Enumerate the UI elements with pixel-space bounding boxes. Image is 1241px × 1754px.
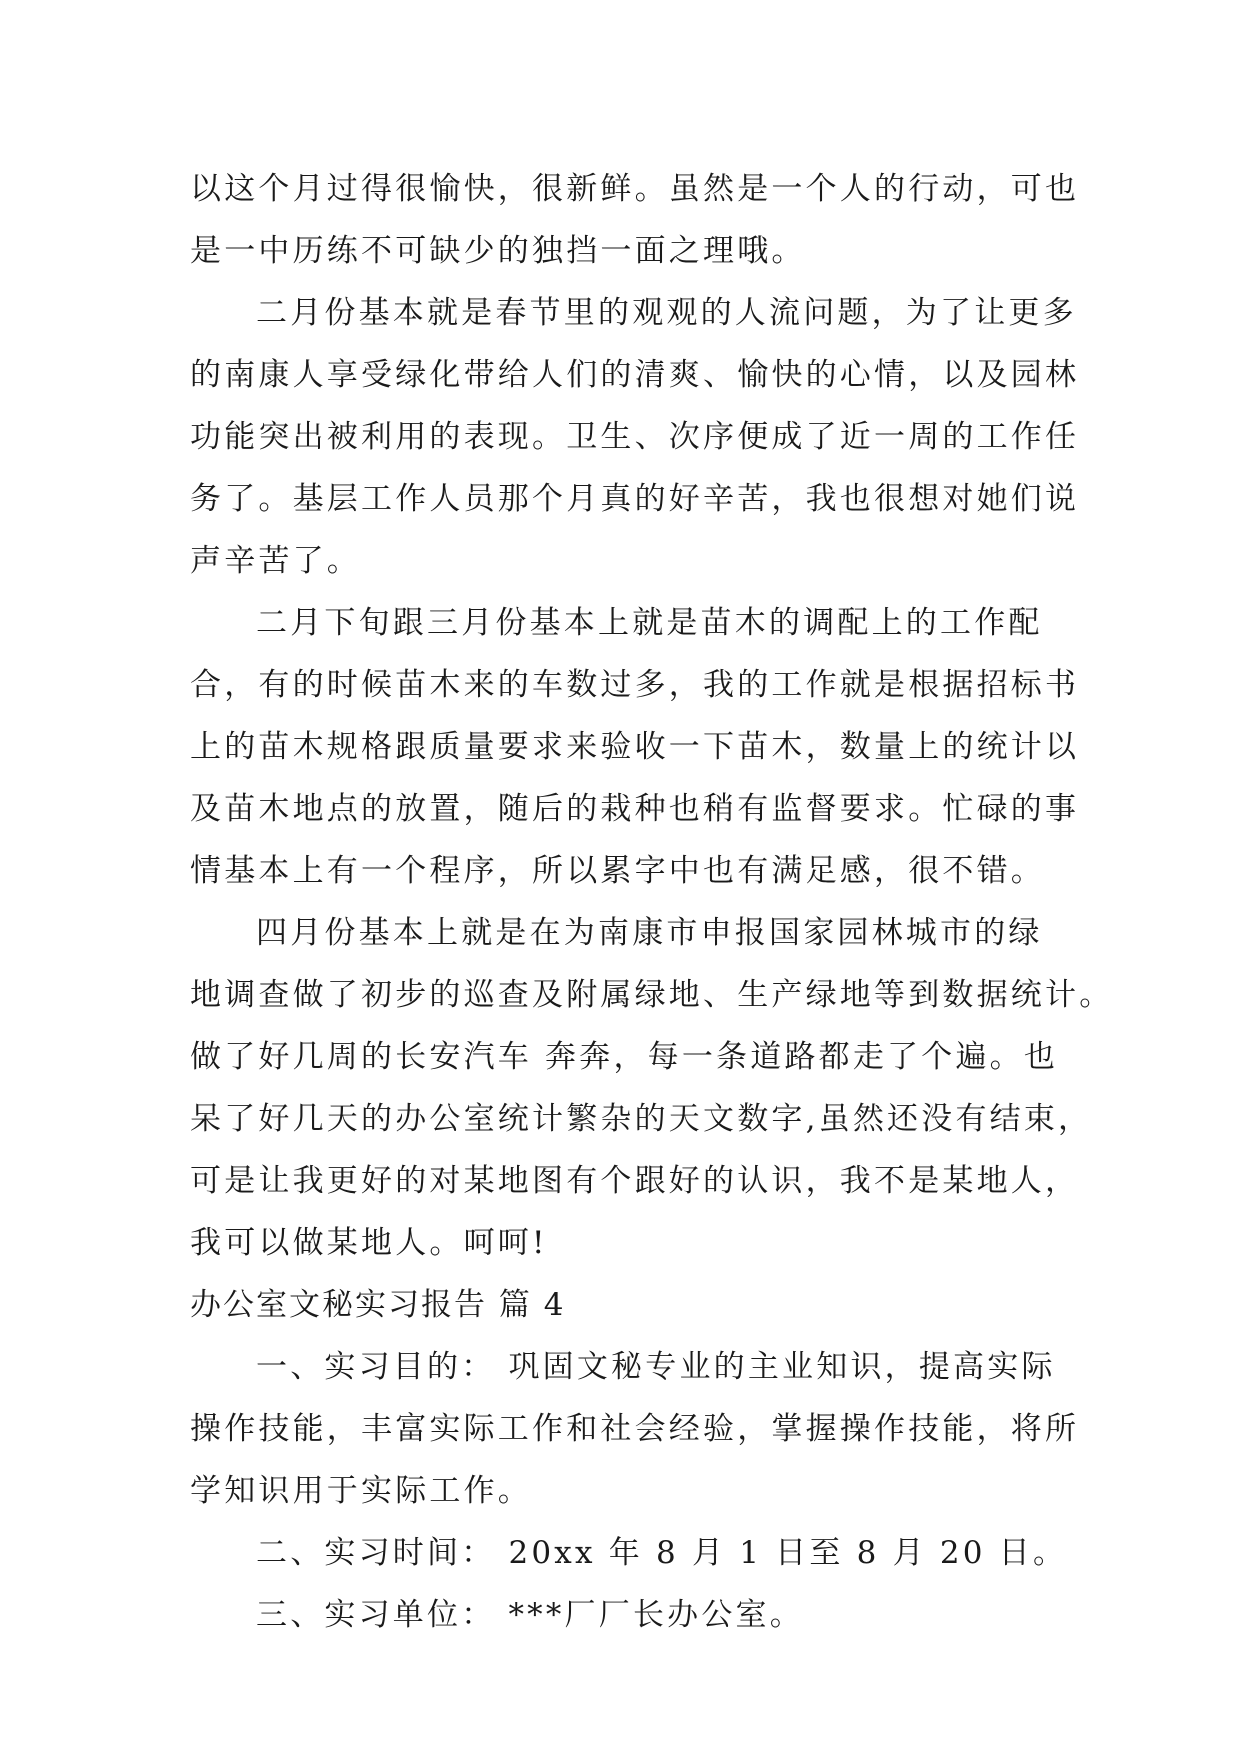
paragraph-line: 情基本上有一个程序，所以累字中也有满足感，很不错。 [190,853,1045,889]
paragraph-line: 四月份基本上就是在为南康市申报国家园林城市的绿 [256,915,1043,951]
paragraph-line: 呆了好几天的办公室统计繁杂的天文数字,虽然还没有结束， [190,1101,1093,1137]
section-heading: 办公室文秘实习报告 篇 4 [190,1287,566,1323]
paragraph-line: 做了好几周的长安汽车 奔奔，每一条道路都走了个遍。也 [190,1039,1059,1075]
paragraph-line: 三、实习单位： ***厂厂长办公室。 [256,1597,804,1633]
paragraph-line: 上的苗木规格跟质量要求来验收一下苗木，数量上的统计以 [190,729,1080,765]
paragraph-line: 学知识用于实际工作。 [190,1473,532,1509]
paragraph-line: 二、实习时间： 20xx 年 8 月 1 日至 8 月 20 日。 [256,1535,1068,1571]
paragraph-line: 操作技能，丰富实际工作和社会经验，掌握操作技能，将所 [190,1411,1080,1447]
paragraph-line: 二月下旬跟三月份基本上就是苗木的调配上的工作配 [256,605,1043,641]
paragraph-line: 合，有的时候苗木来的车数过多，我的工作就是根据招标书 [190,667,1080,703]
paragraph-line: 我可以做某地人。呵呵! [190,1225,548,1261]
paragraph-line: 二月份基本就是春节里的观观的人流问题，为了让更多 [256,295,1077,331]
paragraph-line: 及苗木地点的放置，随后的栽种也稍有监督要求。忙碌的事 [190,791,1080,827]
paragraph-line: 以这个月过得很愉快，很新鲜。虽然是一个人的行动，可也 [190,171,1080,207]
paragraph-line: 声辛苦了。 [190,543,361,579]
document-body [190,158,1114,1646]
paragraph-line: 是一中历练不可缺少的独挡一面之理哦。 [190,233,806,269]
paragraph-line: 可是让我更好的对某地图有个跟好的认识，我不是某地人， [190,1163,1080,1199]
paragraph-line: 的南康人享受绿化带给人们的清爽、愉快的心情，以及园林 [190,357,1080,393]
paragraph-line: 地调查做了初步的巡查及附属绿地、生产绿地等到数据统计。 [190,977,1114,1013]
paragraph-line: 一、实习目的： 巩固文秘专业的主业知识，提高实际 [256,1349,1056,1385]
paragraph-line: 务了。基层工作人员那个月真的好辛苦，我也很想对她们说 [190,481,1080,517]
paragraph-line: 功能突出被利用的表现。卫生、次序便成了近一周的工作任 [190,419,1080,455]
